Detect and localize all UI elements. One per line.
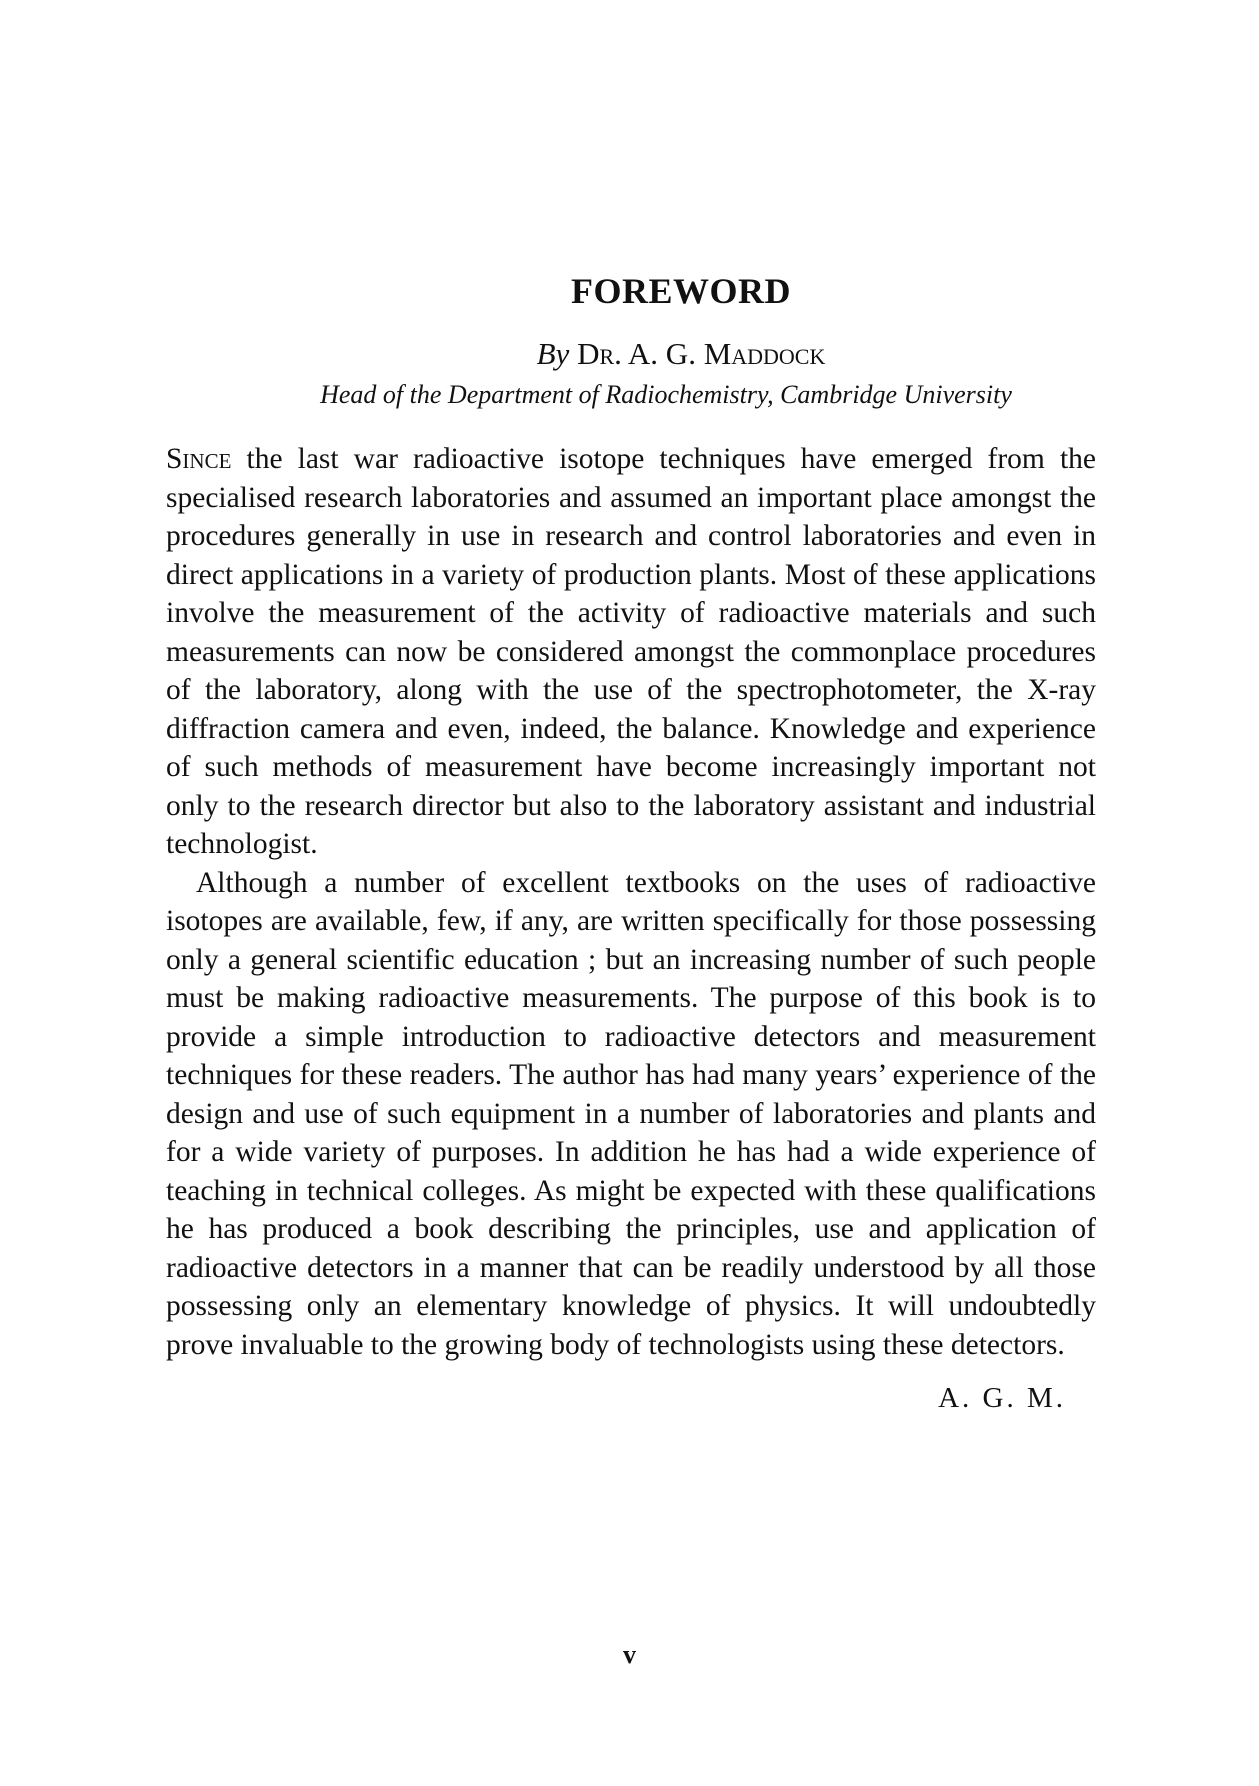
paragraph-1-text: the last war radioactive isotope techniques have emerged from the specialised research laboratories and assumed an important place amongst the procedures generally in use in research and control laboratories and even in direct applications in a variety of production plants. Most of these applications involve the measurement of the activity of radioactive materials and such measurements can now be considered amongst the commonplace procedures of the laboratory, along with the use of the spectrophotometer, the X-ray diffraction camera and even, indeed, the balance. Knowledge and experience of such methods of measurement have become increasingly important not only to the research director but also to the laboratory assistant and industrial technologist. [166,443,1096,860]
author-byline [166,336,1096,372]
author-affiliation: Head of the Department of Radiochemistry, Cambridge University [320,380,1012,409]
paragraph-2: Although a number of excellent textbooks on the uses of radioactive isotopes are available, few, if any, are written specifically for those possessing only a general scientific education ; but an increasing number of such people must be making radioactive measurements. The purpose of this book is to provide a simple introduction to radioactive detectors and measurement techniques for these readers. The author has had many years’ experience of the design and use of such equipment in a number of laboratories and plants and for a wide variety of purposes. In addition he has had a wide experience of teaching in technical colleges. As might be expected with these qualifications he has produced a book describing the principles, use and application of radioactive detectors in a manner that can be readily understood by all those possessing only an elementary knowledge of physics. It will undoubtedly prove invaluable to the growing body of technologists using these detectors. [166,866,1096,1361]
paragraph-1-lead: Since [166,443,232,475]
signature: A. G. M. [938,1382,1066,1414]
foreword-page [166,270,1096,1415]
foreword-title: FOREWORD [571,271,791,311]
byline-by: By [536,336,570,371]
paragraph-1 [166,440,1096,864]
author-name: Dr. A. G. Maddock [577,336,826,371]
page-number: v [623,1640,636,1669]
